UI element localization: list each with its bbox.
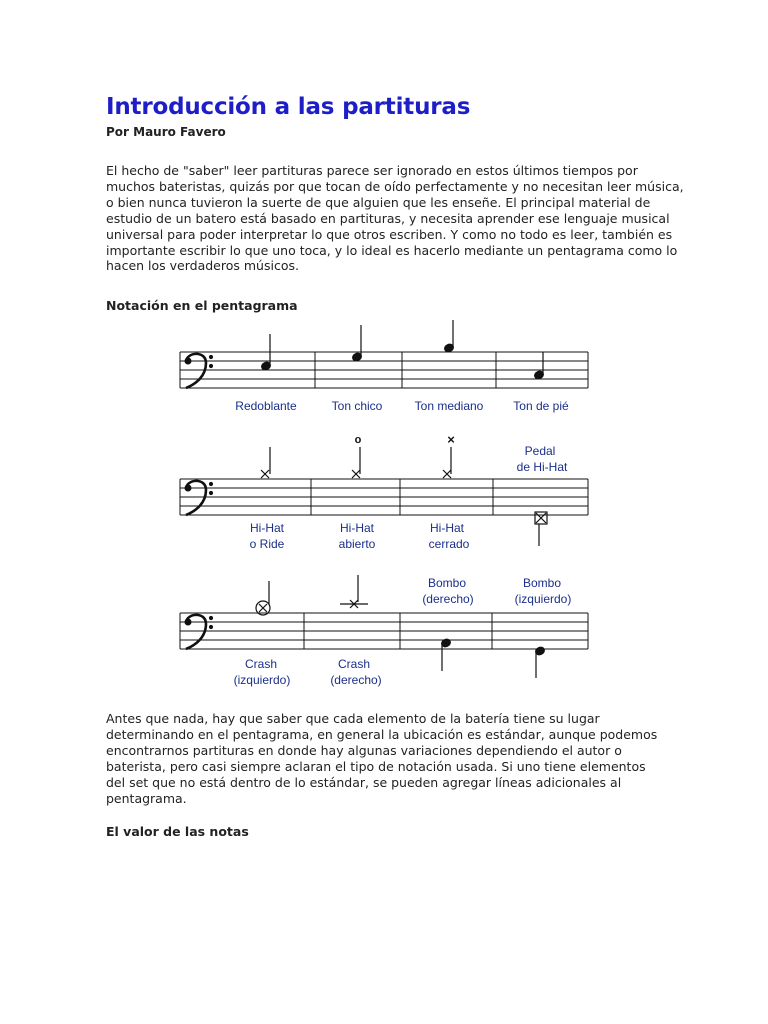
section-heading-notation: Notación en el pentagrama (106, 298, 298, 314)
label-ton-de-pie: Ton de pié (513, 399, 569, 413)
note-snare-icon (260, 334, 271, 371)
open-hihat-mark: o (354, 434, 362, 446)
note-bass-drum-left-icon (534, 646, 545, 678)
intro-paragraph: El hecho de "saber" leer partituras parece ser ignorado en estos últimos tiempos por muchos bateristas, quizás por que tocan de oído perfectamente y no necesitan leer música, o bien nunca tuvieron la suerte de que alguien que les enseñe. El principal material de estudio de un batero está basado en partituras, y necesita aprender ese lenguaje musical universal para poder interpretar lo que otros escriben. Y como no todo es leer, también es importante escribir lo que uno toca, y lo ideal es hacerlo mediante un pentagrama como lo hacen los verdaderos músicos. (106, 163, 684, 274)
author-byline: Por Mauro Favero (106, 125, 226, 139)
label-de-hihat: de Hi-Hat (516, 460, 568, 474)
label-hihat-3: Hi-Hat (429, 521, 465, 535)
note-floor-tom-icon (533, 352, 544, 380)
bass-clef-icon (185, 481, 213, 515)
label-hihat-2: Hi-Hat (339, 521, 375, 535)
label-bombo-1: Bombo (427, 576, 467, 590)
label-pedal: Pedal (524, 444, 556, 458)
body-paragraph-2: Antes que nada, hay que saber que cada elemento de la batería tiene su lugar determinando en el pentagrama, en general la ubicación es estándar, aunque podemos encontrarnos partituras en donde hay algunas variaciones dependiendo el autor o baterista, pero casi siempre aclaran el tipo de notación usada. Si uno tiene elementos del set que no está dentro de lo estándar, se pueden agregar líneas adicionales al pentagrama. (106, 711, 658, 806)
label-crash-1: Crash (244, 657, 278, 671)
bass-clef-icon (185, 615, 213, 649)
label-redoblante: Redoblante (235, 399, 297, 413)
label-ton-mediano: Ton mediano (414, 399, 484, 413)
label-o-ride: o Ride (249, 537, 285, 551)
label-derecho-2: (derecho) (330, 673, 382, 687)
label-cerrado: cerrado (428, 537, 470, 551)
label-ton-chico: Ton chico (331, 399, 383, 413)
closed-hihat-mark: × (447, 432, 455, 447)
note-hihat-open-icon (352, 447, 360, 478)
note-crash-right-icon (340, 575, 368, 608)
staff-2 (180, 479, 588, 515)
label-bombo-2: Bombo (522, 576, 562, 590)
label-hihat-1: Hi-Hat (249, 521, 285, 535)
note-crash-left-icon (256, 581, 270, 615)
label-izquierdo-1: (izquierdo) (514, 592, 572, 606)
label-derecho-1: (derecho) (422, 592, 474, 606)
label-izquierdo-2: (izquierdo) (233, 673, 291, 687)
note-bass-drum-right-icon (440, 638, 451, 671)
staff-3 (180, 613, 588, 649)
note-hihat-pedal-icon (535, 512, 547, 546)
staff-1 (180, 352, 588, 388)
note-hihat-icon (261, 447, 270, 478)
section-heading-note-values: El valor de las notas (106, 824, 249, 839)
label-crash-2: Crash (337, 657, 371, 671)
note-hihat-closed-icon (443, 447, 451, 478)
note-mid-tom-icon (443, 320, 454, 353)
bass-clef-icon (185, 354, 213, 388)
page-title: Introducción a las partituras (106, 94, 471, 120)
label-abierto: abierto (338, 537, 376, 551)
note-small-tom-icon (351, 325, 362, 362)
